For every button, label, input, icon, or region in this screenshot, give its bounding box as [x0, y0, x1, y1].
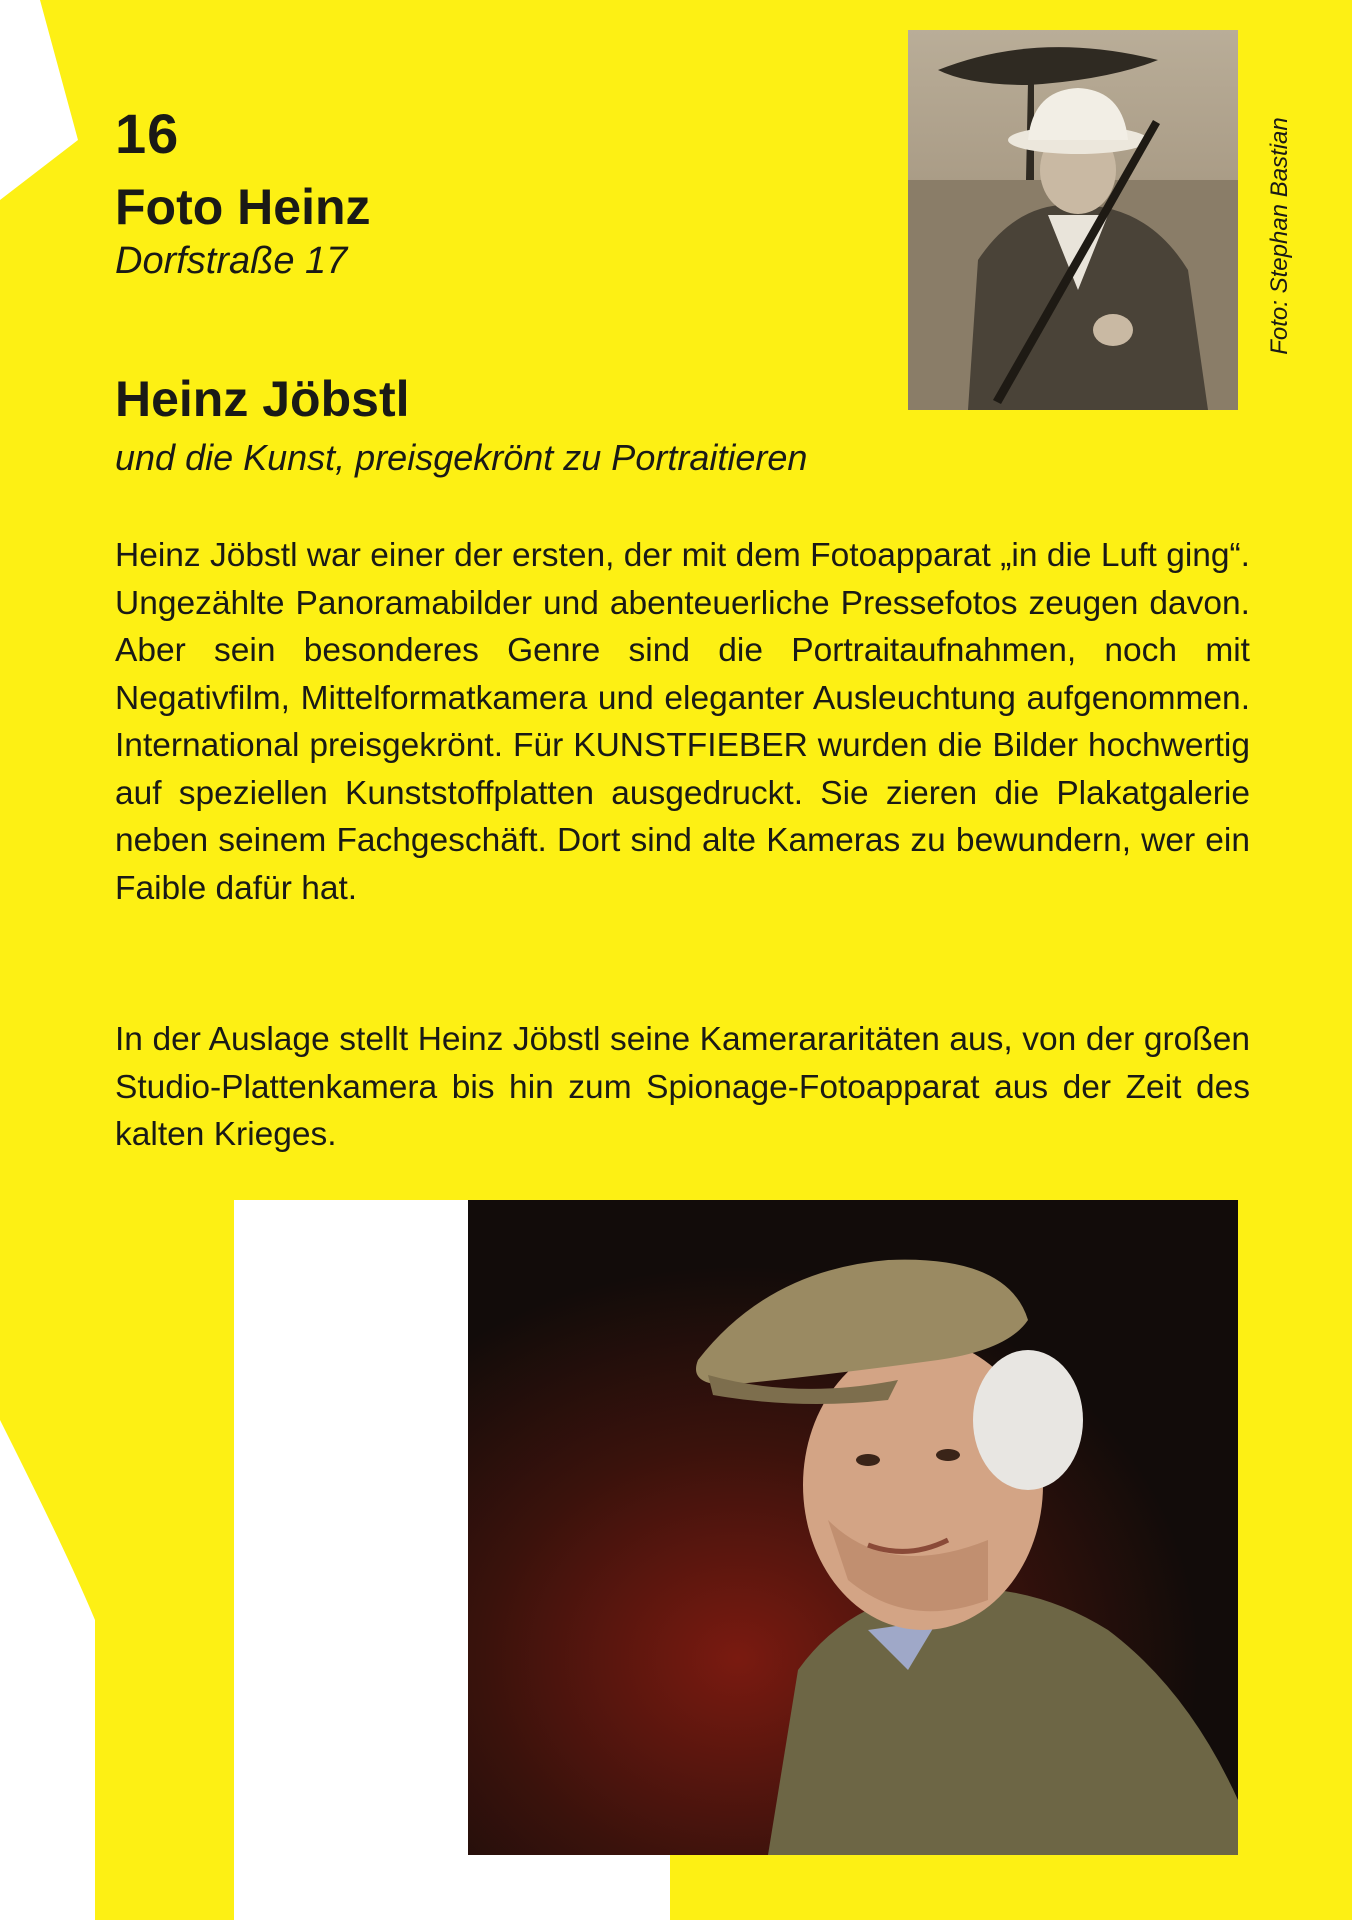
body-paragraph-2: In der Auslage stellt Heinz Jöbstl seine Kamerararitäten aus, von der großen Studio-Plattenkamera bis hin zum Spionage-Fotoapparat aus der Zeit des kalten Krieges.	[115, 1021, 1250, 1153]
venue-address: Dorfstraße 17	[115, 240, 348, 282]
body-paragraph-1: Heinz Jöbstl war einer der ersten, der mit dem Fotoapparat „in die Luft ging“. Ungezählte Panoramabilder und abenteuerliche Pressefotos zeugen davon. Aber sein besonderes Genre sind die Portraitaufnahmen, noch mit Negativfilm, Mittelformatkamera und eleganter Ausleuchtung aufgenommen. International preisgekrönt. Für KUNSTFIEBER wurden die Bilder hochwertig auf speziellen Kunststoffplatten ausgedruckt. Sie zieren die Plakatgalerie neben seinem Fachgeschäft. Dort sind alte Kameras zu bewundern, wer ein Faible dafür hat.	[115, 537, 1250, 907]
safari-portrait-photo	[908, 30, 1238, 410]
venue-title: Foto Heinz	[115, 179, 371, 235]
entry-number: 16	[115, 102, 180, 165]
photo-credit: Foto: Stephan Bastian	[1266, 117, 1293, 355]
feature-subtitle: und die Kunst, preisgekrönt zu Portraitieren	[115, 437, 808, 478]
feature-heading: Heinz Jöbstl	[115, 371, 410, 427]
studio-portrait-photo	[468, 1200, 1238, 1855]
